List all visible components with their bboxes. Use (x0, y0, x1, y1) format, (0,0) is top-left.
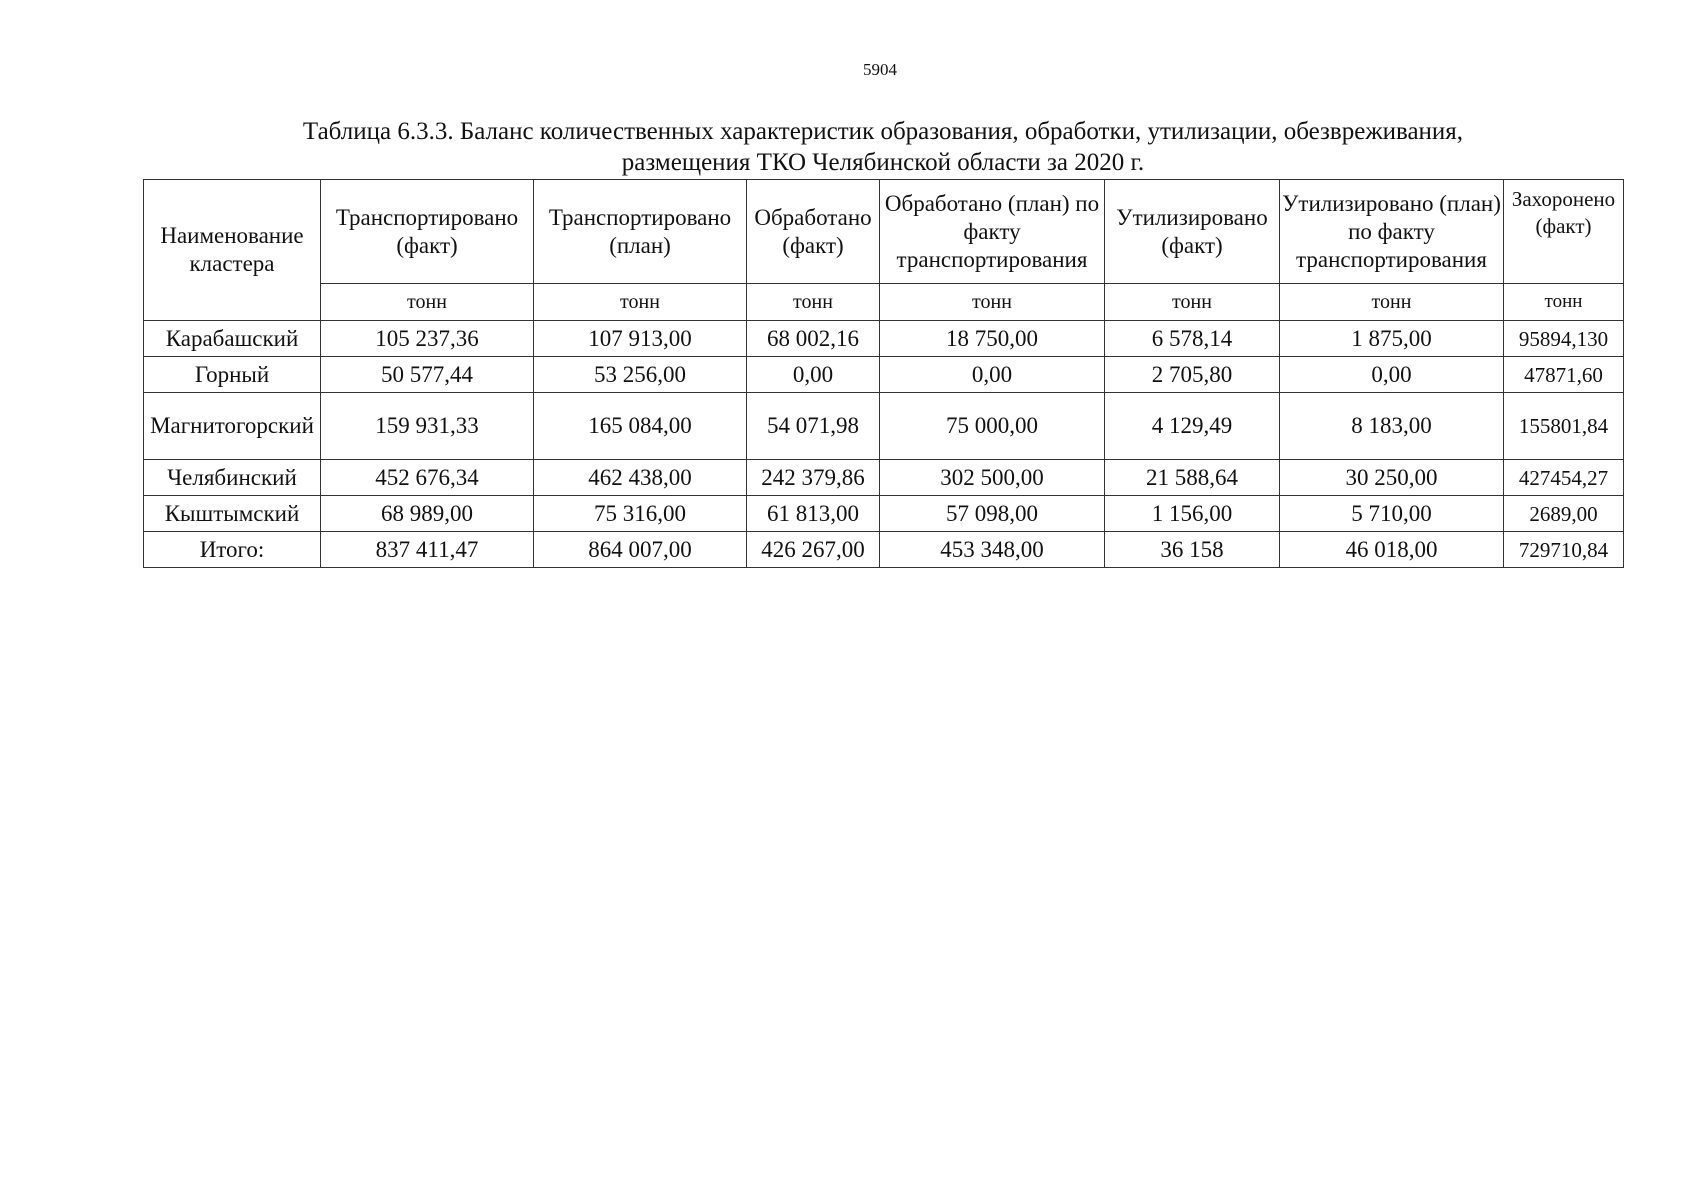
table-cell: 302 500,00 (880, 460, 1105, 496)
cluster-name-cell: Кыштымский (144, 496, 321, 532)
table-cell: 5 710,00 (1280, 496, 1504, 532)
table-cell: 50 577,44 (321, 357, 534, 393)
table-cell: 2689,00 (1504, 496, 1624, 532)
table-cell: 426 267,00 (747, 532, 880, 568)
table-cell: 0,00 (1280, 357, 1504, 393)
table-cell: 453 348,00 (880, 532, 1105, 568)
table-cell: 155801,84 (1504, 393, 1624, 460)
cluster-name-cell: Карабашский (144, 321, 321, 357)
table-cell: 57 098,00 (880, 496, 1105, 532)
table-cell: 75 316,00 (534, 496, 747, 532)
table-cell: 36 158 (1105, 532, 1280, 568)
table-cell: 242 379,86 (747, 460, 880, 496)
header-cluster-name: Наименование кластера (144, 180, 321, 321)
table-cell: 6 578,14 (1105, 321, 1280, 357)
unit-cell: тонн (1105, 284, 1280, 321)
caption-line-1: Таблица 6.3.3. Баланс количественных характеристик образования, обработки, утилизации, обезвреживания, (302, 118, 1464, 145)
unit-cell: тонн (747, 284, 880, 321)
table-cell: 54 071,98 (747, 393, 880, 460)
header-utilized-fact: Утилизировано (факт) (1105, 180, 1280, 284)
table-row (144, 357, 1624, 393)
unit-cell: тонн (1504, 284, 1624, 321)
units-row (144, 284, 1624, 321)
table-cell: 4 129,49 (1105, 393, 1280, 460)
header-transported-fact: Транспортировано (факт) (321, 180, 534, 284)
total-row (144, 532, 1624, 568)
header-transported-plan: Транспортировано (план) (534, 180, 747, 284)
table-cell: 75 000,00 (880, 393, 1105, 460)
header-utilized-plan: Утилизировано (план) по факту транспортирования (1280, 180, 1504, 284)
header-buried-fact: Захоронено (факт) (1504, 180, 1624, 284)
table-cell: 53 256,00 (534, 357, 747, 393)
table-cell: 159 931,33 (321, 393, 534, 460)
table-cell: 18 750,00 (880, 321, 1105, 357)
page-number: 5904 (863, 60, 897, 79)
table-cell: 47871,60 (1504, 357, 1624, 393)
table-cell: 462 438,00 (534, 460, 747, 496)
balance-table (143, 179, 1624, 568)
table-cell: 8 183,00 (1280, 393, 1504, 460)
unit-cell: тонн (1280, 284, 1504, 321)
unit-cell: тонн (880, 284, 1105, 321)
table-cell: 46 018,00 (1280, 532, 1504, 568)
table-cell: 1 875,00 (1280, 321, 1504, 357)
table-row (144, 393, 1624, 460)
table-cell: 864 007,00 (534, 532, 747, 568)
table-caption (143, 116, 1623, 178)
table-cell: 1 156,00 (1105, 496, 1280, 532)
table-cell: 30 250,00 (1280, 460, 1504, 496)
table-cell: 427454,27 (1504, 460, 1624, 496)
table-cell: 95894,130 (1504, 321, 1624, 357)
total-label-cell: Итого: (144, 532, 321, 568)
table-cell: 68 002,16 (747, 321, 880, 357)
table-cell: 61 813,00 (747, 496, 880, 532)
table-row (144, 496, 1624, 532)
table-cell: 729710,84 (1504, 532, 1624, 568)
header-processed-plan: Обработано (план) по факту транспортирования (880, 180, 1105, 284)
cluster-name-cell: Челябинский (144, 460, 321, 496)
table-cell: 105 237,36 (321, 321, 534, 357)
table-cell: 2 705,80 (1105, 357, 1280, 393)
header-row (144, 180, 1624, 284)
table-cell: 107 913,00 (534, 321, 747, 357)
table-row (144, 460, 1624, 496)
table-cell: 21 588,64 (1105, 460, 1280, 496)
caption-line-2: размещения ТКО Челябинской области за 2020 г. (621, 149, 1145, 176)
unit-cell: тонн (534, 284, 747, 321)
table-cell: 0,00 (880, 357, 1105, 393)
table-cell: 165 084,00 (534, 393, 747, 460)
table-cell: 0,00 (747, 357, 880, 393)
header-processed-fact: Обработано (факт) (747, 180, 880, 284)
unit-cell: тонн (321, 284, 534, 321)
table-cell: 837 411,47 (321, 532, 534, 568)
table-row (144, 321, 1624, 357)
table-cell: 452 676,34 (321, 460, 534, 496)
table-cell: 68 989,00 (321, 496, 534, 532)
cluster-name-cell: Горный (144, 357, 321, 393)
cluster-name-cell: Магнитогорский (144, 393, 321, 460)
